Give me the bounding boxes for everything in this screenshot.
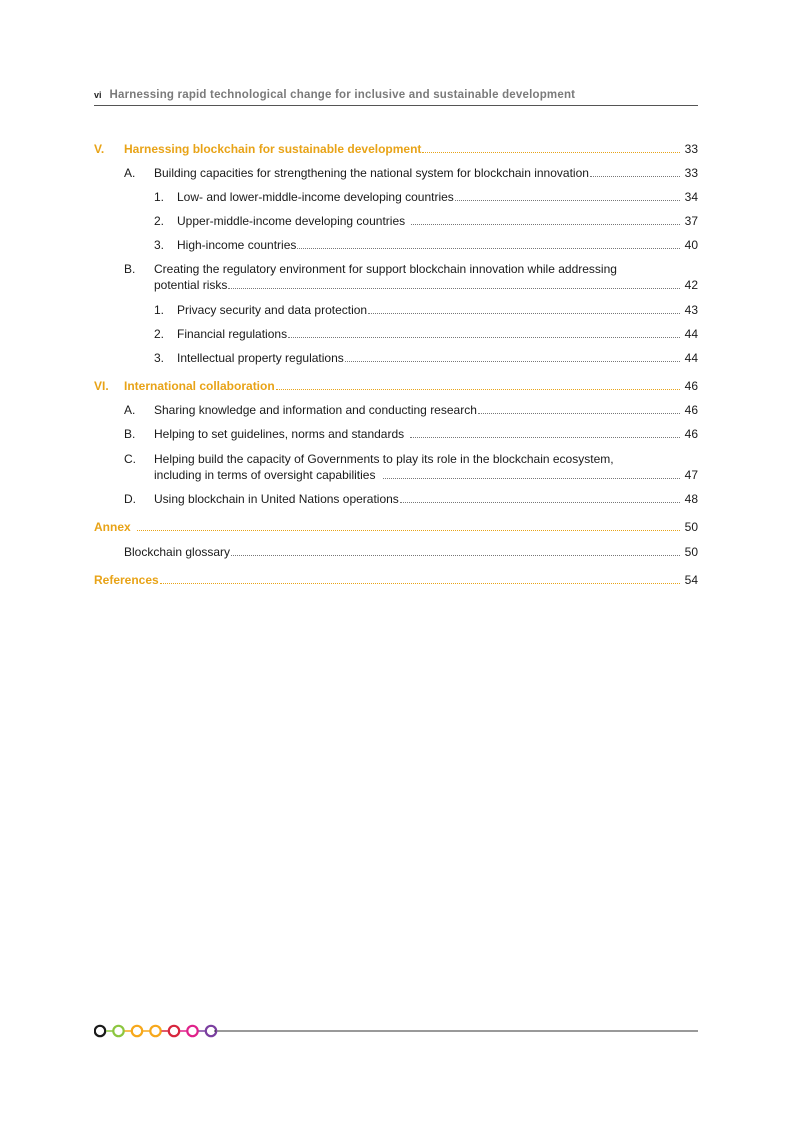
- toc-page: 43: [684, 303, 698, 317]
- toc-subsection-v-a-1[interactable]: [94, 189, 698, 205]
- toc-label: Harnessing blockchain for sustainable development: [124, 142, 422, 156]
- toc-number: D.: [124, 492, 136, 506]
- toc-chapter-v[interactable]: [94, 141, 698, 157]
- toc-page: 48: [684, 492, 698, 506]
- page-number: vi: [94, 90, 102, 100]
- toc-label-line2: potential risks: [154, 278, 228, 292]
- toc-page: 50: [684, 520, 698, 534]
- leader-dots: [288, 337, 680, 338]
- leader-dots: [400, 502, 680, 503]
- toc-number: 1.: [154, 303, 165, 317]
- toc-number: A.: [124, 166, 136, 180]
- toc-section-vi-b[interactable]: [94, 426, 698, 442]
- toc-subsection-v-b-2[interactable]: [94, 326, 698, 342]
- toc-page: 44: [684, 351, 698, 365]
- toc-label: Blockchain glossary: [124, 545, 231, 559]
- leader-dots: [231, 555, 680, 556]
- toc-label: Low- and lower-middle-income developing countries: [177, 190, 454, 204]
- toc-chapter-vi[interactable]: [94, 378, 698, 394]
- toc-page: 44: [684, 327, 698, 341]
- toc-label: Helping to set guidelines, norms and standards: [154, 427, 405, 441]
- toc-number: B.: [124, 427, 136, 441]
- toc-page: 46: [684, 427, 698, 441]
- toc-number: A.: [124, 403, 136, 417]
- toc-label: Annex: [94, 520, 131, 534]
- leader-dots: [383, 478, 680, 479]
- toc-label: International collaboration: [124, 379, 275, 393]
- toc-number: 2.: [154, 214, 165, 228]
- toc-page: 33: [684, 166, 698, 180]
- leader-dots: [228, 288, 680, 289]
- toc-subsection-v-b-1[interactable]: [94, 302, 698, 318]
- toc-number: 2.: [154, 327, 165, 341]
- leader-dots: [160, 583, 680, 584]
- toc-page: 40: [684, 238, 698, 252]
- toc-page: 47: [684, 468, 698, 482]
- toc-number: VI.: [94, 379, 109, 393]
- leader-dots: [297, 248, 680, 249]
- toc-references[interactable]: [94, 572, 698, 588]
- toc-page: 33: [684, 142, 698, 156]
- toc-label: References: [94, 573, 159, 587]
- footer-circle: [169, 1026, 179, 1036]
- toc-label: Sharing knowledge and information and conducting research: [154, 403, 477, 417]
- toc-page: 54: [684, 573, 698, 587]
- leader-dots: [590, 176, 680, 177]
- footer-circle: [95, 1026, 105, 1036]
- toc-number: C.: [124, 452, 136, 466]
- toc-number: 3.: [154, 351, 165, 365]
- toc-page: 50: [684, 545, 698, 559]
- toc-section-v-a[interactable]: [94, 165, 698, 181]
- leader-dots: [410, 437, 680, 438]
- toc-subsection-v-a-3[interactable]: [94, 237, 698, 253]
- toc-label-line1: Creating the regulatory environment for support blockchain innovation while addressing: [154, 262, 617, 276]
- toc-page: 46: [684, 379, 698, 393]
- toc-section-vi-a[interactable]: [94, 402, 698, 418]
- toc-label: Privacy security and data protection: [177, 303, 368, 317]
- footer-circles-graphic: [94, 1024, 698, 1040]
- toc-label: Intellectual property regulations: [177, 351, 344, 365]
- toc-number: B.: [124, 262, 136, 276]
- toc-page: 42: [684, 278, 698, 292]
- toc-label: Building capacities for strengthening the national system for blockchain innovation: [154, 166, 589, 180]
- footer-decoration: [94, 1024, 698, 1040]
- footer-circles: [95, 1026, 216, 1036]
- leader-dots: [276, 389, 680, 390]
- toc-label: Upper-middle-income developing countries: [177, 214, 406, 228]
- toc-page: 37: [684, 214, 698, 228]
- toc-glossary[interactable]: [94, 544, 698, 560]
- toc-subsection-v-a-2[interactable]: [94, 213, 698, 229]
- toc-section-vi-d[interactable]: [94, 491, 698, 507]
- toc-label: High-income countries: [177, 238, 297, 252]
- footer-circle: [113, 1026, 123, 1036]
- footer-circle: [187, 1026, 197, 1036]
- footer-circle: [150, 1026, 160, 1036]
- running-header: [94, 89, 698, 106]
- toc-page: 34: [684, 190, 698, 204]
- leader-dots: [137, 530, 680, 531]
- toc-label: Using blockchain in United Nations operations: [154, 492, 399, 506]
- toc-number: 1.: [154, 190, 165, 204]
- toc-section-v-b[interactable]: [94, 261, 698, 292]
- toc-annex[interactable]: [94, 519, 698, 535]
- leader-dots: [422, 152, 680, 153]
- leader-dots: [455, 200, 680, 201]
- leader-dots: [478, 413, 680, 414]
- leader-dots: [345, 361, 680, 362]
- toc-number: 3.: [154, 238, 165, 252]
- toc-subsection-v-b-3[interactable]: [94, 350, 698, 366]
- leader-dots: [368, 313, 680, 314]
- footer-circle: [132, 1026, 142, 1036]
- toc-section-vi-c[interactable]: [94, 451, 698, 482]
- toc-label-line1: Helping build the capacity of Governments to play its role in the blockchain ecosystem,: [154, 452, 614, 466]
- toc-page: 46: [684, 403, 698, 417]
- toc-label-line2: including in terms of oversight capabilities: [154, 468, 376, 482]
- running-title: Harnessing rapid technological change for inclusive and sustainable development: [109, 89, 576, 101]
- toc-number: V.: [94, 142, 105, 156]
- toc-label: Financial regulations: [177, 327, 288, 341]
- leader-dots: [411, 224, 680, 225]
